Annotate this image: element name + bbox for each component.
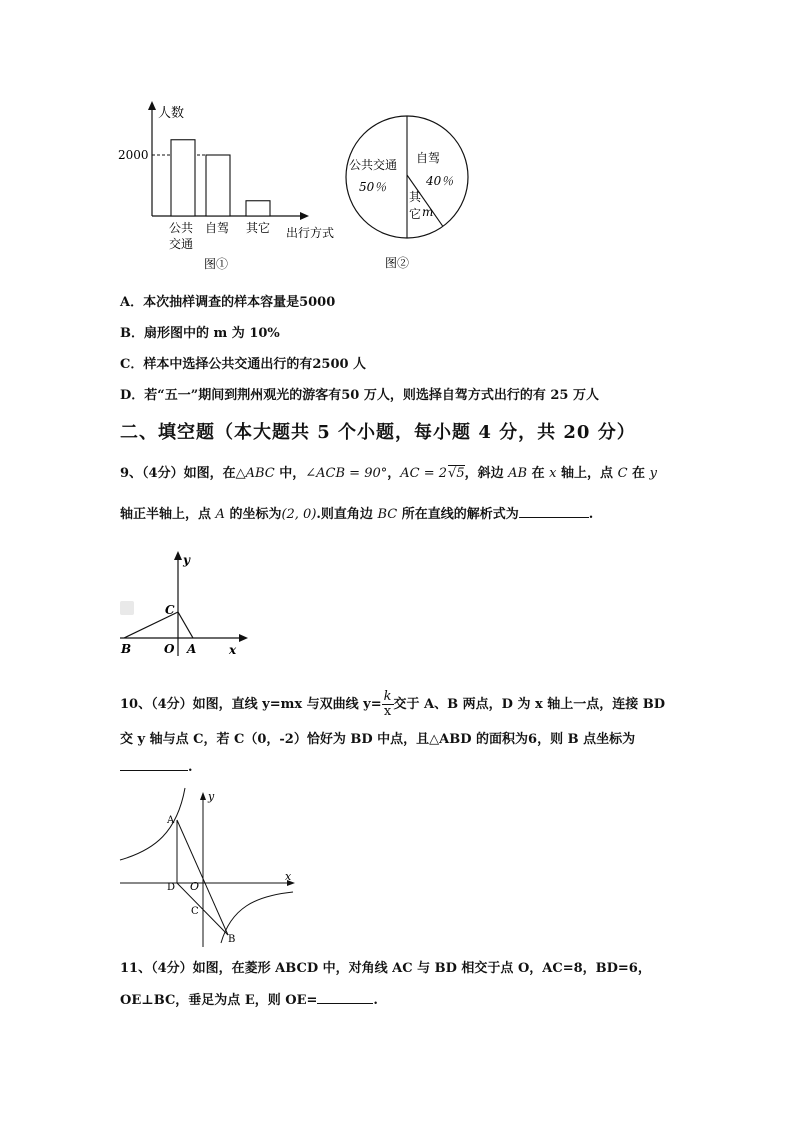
q9-label-o: O bbox=[164, 642, 175, 656]
pie-pct-self-drive: 40％ bbox=[426, 174, 454, 188]
bar-y-arrow bbox=[148, 101, 156, 110]
q9-answer-blank[interactable] bbox=[519, 517, 589, 518]
q10-line3: . bbox=[120, 760, 193, 775]
q10-label-b: B bbox=[228, 934, 236, 945]
q10-figure bbox=[115, 782, 300, 950]
section-title: 二、填空题（本大题共 5 个小题，每小题 4 分，共 20 分） bbox=[120, 422, 636, 443]
q10-line1: 10、（4分）如图，直线 y=mx 与双曲线 y= $\frac{k}{x}$ 交于 A、B 两点，D 为 x 轴上一点，连接 BD bbox=[120, 689, 666, 719]
q9-label-c: C bbox=[165, 603, 175, 617]
q10-label-o: O bbox=[190, 880, 200, 893]
pie-pct-other: m bbox=[422, 205, 434, 219]
bar-cat-label-public-2: 交通 bbox=[169, 237, 194, 251]
q10-label-y: y bbox=[208, 790, 215, 803]
q11-line2: OE⊥BC，垂足为点 E，则 OE= . bbox=[120, 993, 378, 1008]
q9-label-a: A bbox=[187, 642, 197, 656]
bar-cat-label-other: 其它 bbox=[246, 221, 271, 235]
q11-line1: 11、（4分）如图，在菱形 ABCD 中，对角线 AC 与 BD 相交于点 O，AC=8，BD=6， bbox=[120, 961, 651, 976]
pie-chart-figure bbox=[340, 105, 480, 275]
q9-x-arrow bbox=[239, 634, 248, 642]
option-b: B．扇形图中的 m 为 10% bbox=[120, 326, 280, 341]
q11-answer-blank[interactable] bbox=[317, 1003, 373, 1004]
q9-segment-ca bbox=[178, 612, 193, 638]
q9-label-y: y bbox=[183, 553, 190, 567]
q9-figure bbox=[115, 548, 255, 660]
bar-x-axis-label: 出行方式 bbox=[286, 226, 335, 240]
bar-caption: 图① bbox=[204, 257, 229, 271]
q9-label-b: B bbox=[121, 642, 132, 656]
q10-label-c: C bbox=[191, 906, 199, 917]
pie-caption: 图② bbox=[385, 256, 410, 270]
option-c: C．样本中选择公共交通出行的有2500 人 bbox=[120, 357, 367, 372]
pie-label-other-1: 其 bbox=[409, 190, 422, 204]
pie-label-public-transport: 公共交通 bbox=[349, 158, 398, 172]
pie-label-self-drive: 自驾 bbox=[416, 151, 441, 165]
bar-self-drive bbox=[206, 155, 230, 216]
q9-line1: 9、（4分）如图，在△ABC 中，∠ACB = 90°，AC = 2√5，斜边 AB 在 x 轴上，点 C 在 y bbox=[120, 466, 657, 481]
option-a: A．本次抽样调查的样本容量是5000 bbox=[120, 295, 336, 310]
sqrt-symbol: √5 bbox=[448, 466, 465, 481]
bar-cat-label-public-1: 公共 bbox=[169, 221, 194, 235]
bar-other bbox=[246, 201, 270, 216]
q9-label-x: x bbox=[229, 643, 237, 657]
option-d: D．若“五一”期间到荆州观光的游客有50 万人，则选择自驾方式出行的有 25 万人 bbox=[120, 388, 599, 403]
q10-answer-blank[interactable] bbox=[120, 770, 188, 771]
bar-chart-figure bbox=[110, 95, 360, 275]
fraction: $\frac{k}{x}$ bbox=[383, 689, 392, 719]
q10-label-d: D bbox=[167, 882, 176, 893]
q9-line2: 轴正半轴上，点 A 的坐标为(2, 0).则直角边 BC 所在直线的解析式为 . bbox=[120, 507, 594, 522]
q10-label-a: A bbox=[167, 815, 175, 826]
q10-line2: 交 y 轴与点 C，若 C（0，-2）恰好为 BD 中点，且△ABD 的面积为6，则 B 点坐标为 bbox=[120, 732, 636, 747]
q10-label-x: x bbox=[285, 870, 292, 883]
q9-y-arrow bbox=[174, 551, 182, 560]
bar-x-arrow bbox=[300, 212, 309, 220]
bar-public-transport bbox=[171, 140, 195, 216]
q10-hyperbola-left bbox=[120, 788, 185, 860]
pie-pct-public-transport: 50％ bbox=[359, 180, 387, 194]
placeholder-square bbox=[120, 601, 134, 615]
pie-label-other-2: 它 bbox=[409, 207, 422, 221]
bar-cat-label-self-drive: 自驾 bbox=[205, 221, 230, 235]
bar-y-tick-2000: 2000 bbox=[118, 148, 149, 162]
bar-y-axis-label: 人数 bbox=[158, 106, 185, 121]
q10-y-arrow bbox=[200, 792, 206, 800]
